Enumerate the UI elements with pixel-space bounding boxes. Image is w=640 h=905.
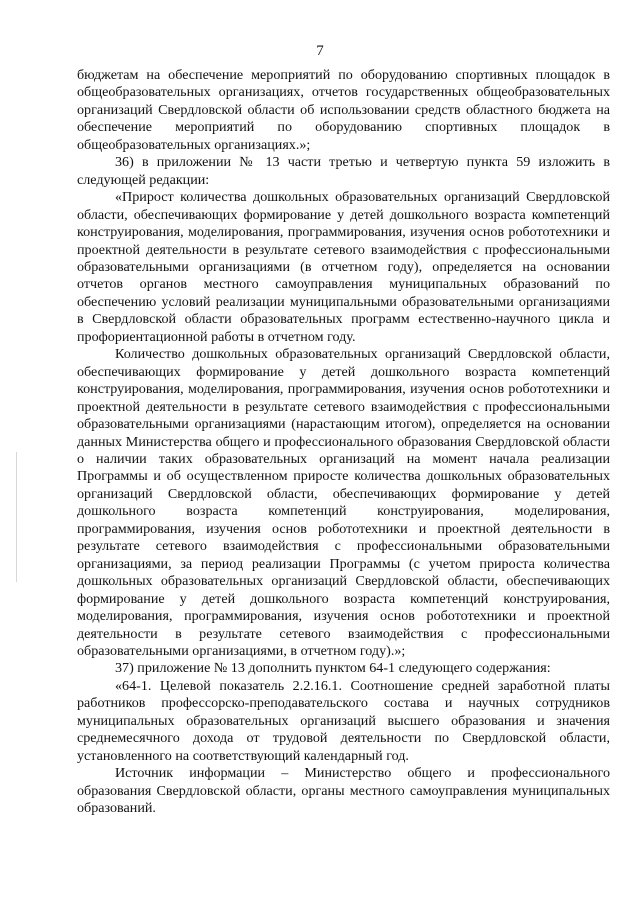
document-body xyxy=(77,67,610,817)
paragraph-quote-64-1: «64-1. Целевой показатель 2.2.16.1. Соотношение средней заработной платы работников профессорско-преподавательского состава и научных сотрудников муниципальных образовательных организаций высшего образования и значения среднемесячного дохода от трудовой деятельности по Свердловской области, установленного на соответствующий календарный год. xyxy=(77,677,610,764)
paragraph-continuation: бюджетам на обеспечение мероприятий по оборудованию спортивных площадок в общеобразовательных организациях, отчетов государственных общеобразовательных организаций Свердловской области об использовании средств областного бюджета на обеспечение мероприятий по оборудованию спортивных площадок в общеобразовательных организациях.»; xyxy=(77,67,610,153)
paragraph-quote-growth: «Прирост количества дошкольных образовательных организаций Свердловской области, обеспечивающих формирование у детей дошкольного возраста компетенций конструирования, моделирования, программирования, изучения основ робототехники и проектной деятельности в результате сетевого взаимодействия с профессиональными образовательными организациями (в отчетном году), определяется на основании отчетов органов местного самоуправления муниципальных образований по обеспечению условий реализации муниципальными образовательными организациями в Свердловской области образовательных программ естественно-научного цикла и профориентационной работы в отчетном году. xyxy=(77,189,610,345)
paragraph-item-36: 36) в приложении № 13 части третью и четвертую пункта 59 изложить в следующей редакции: xyxy=(77,154,610,188)
paragraph-quote-count: Количество дошкольных образовательных организаций Свердловской области, обеспечивающих формирование у детей дошкольного возраста компетенций конструирования, моделирования, программирования, изучения основ робототехники и проектной деятельности в результате сетевого взаимодействия с профессиональными образовательными организациями (нарастающим итогом), определяется на основании данных Министерства общего и профессионального образования Свердловской области о наличии таких образовательных организаций на момент начала реализации Программы и об осуществленном приросте количества дошкольных образовательных организаций Свердловской области, обеспечивающих формирование у детей дошкольного возраста компетенций конструирования, моделирования, программирования, изучения основ робототехники и проектной деятельности в результате сетевого взаимодействия с профессиональными образовательными организациями, за период реализации Программы (с учетом прироста количества дошкольных образовательных организаций Свердловской области, обеспечивающих формирование у детей дошкольного возраста компетенций конструирования, моделирования, программирования, изучения основ робототехники и проектной деятельности в результате сетевого взаимодействия с профессиональными образовательными организациями, в отчетном году).»; xyxy=(77,346,610,659)
page-number: 7 xyxy=(316,43,324,59)
paragraph-source: Источник информации – Министерство общего и профессионального образования Свердловской области, органы местного самоуправления муниципальных образований. xyxy=(77,765,610,817)
scan-margin-line xyxy=(16,452,17,582)
paragraph-item-37: 37) приложение № 13 дополнить пунктом 64-1 следующего содержания: xyxy=(115,660,551,677)
